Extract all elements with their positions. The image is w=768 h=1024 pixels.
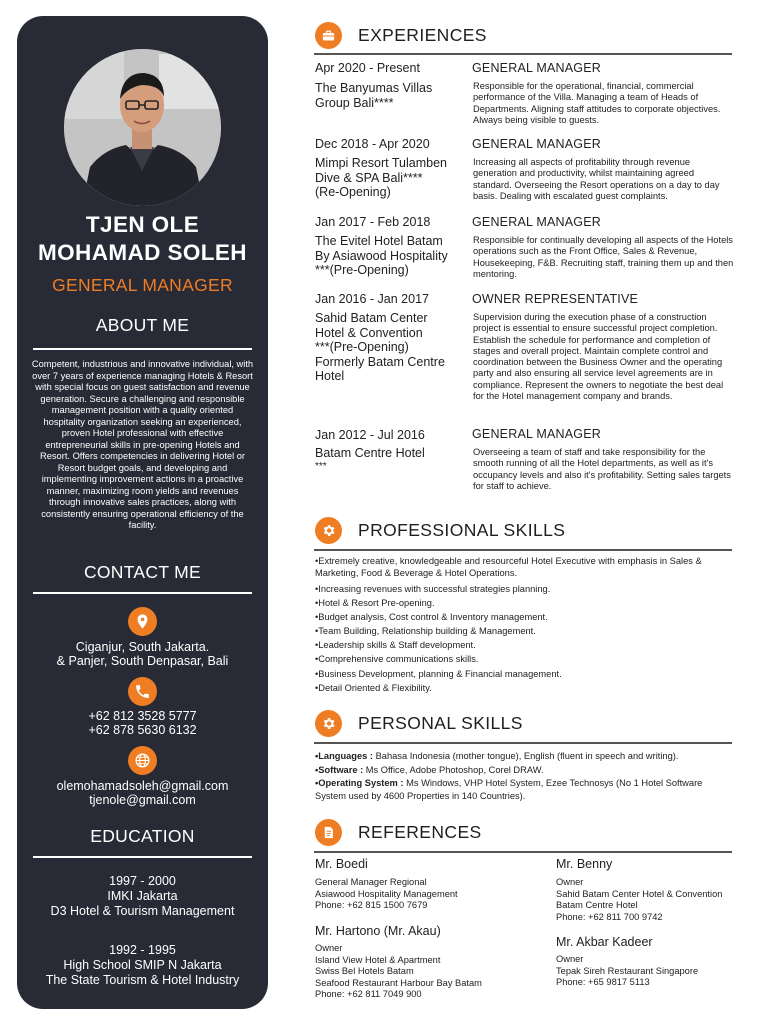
reference-line: Asiawood Hospitality Management xyxy=(315,888,458,899)
briefcase-icon xyxy=(315,22,342,49)
experience-company xyxy=(315,311,465,384)
education-item xyxy=(17,874,268,919)
reference-details xyxy=(315,943,482,1001)
experiences-divider xyxy=(314,53,732,55)
profile-photo xyxy=(64,49,221,206)
experience-role: GENERAL MANAGER xyxy=(472,137,601,151)
address-line-1: Ciganjur, South Jakarta. xyxy=(75,640,210,654)
list-item: •Business Development, planning & Financial management. xyxy=(315,668,562,679)
reference-line: Island View Hotel & Apartment xyxy=(315,954,441,965)
emails xyxy=(17,779,268,807)
professional-skills-heading: PROFESSIONAL SKILLS xyxy=(358,520,566,540)
list-item: •Team Building, Relationship building & Management. xyxy=(315,626,536,637)
reference-name: Mr. Akbar Kadeer xyxy=(556,935,653,949)
company-line: ***(Pre-Opening) xyxy=(315,263,409,277)
company-line: Formerly Batam Centre xyxy=(315,354,445,369)
name-line-2: MOHAMAD SOLEH xyxy=(38,240,247,265)
reference-name: Mr. Hartono (Mr. Akau) xyxy=(315,924,441,938)
email-2[interactable]: tjenole@gmail.com xyxy=(89,793,196,807)
skill-label: •Software : xyxy=(315,765,366,776)
personal-skills-list xyxy=(315,749,735,803)
reference-line: Batam Centre Hotel xyxy=(556,900,638,911)
name-line-1: TJEN OLE xyxy=(85,212,200,237)
list-item: •Hotel & Resort Pre-opening. xyxy=(315,598,435,609)
skill-value: Ms Windows, VHP Hotel System, Ezee Technosys (No 1 Hotel Software System used by 4600 Properties in 140 Countries). xyxy=(315,778,703,802)
experience-date: Jan 2017 - Feb 2018 xyxy=(315,215,431,229)
experience-role: GENERAL MANAGER xyxy=(472,61,601,75)
reference-line: Phone: +62 811 7049 900 xyxy=(315,989,422,1000)
education-item xyxy=(17,943,268,988)
reference-name: Mr. Benny xyxy=(556,857,613,871)
reference-line: Phone: +65 9817 5113 xyxy=(556,977,650,988)
references-heading: REFERENCES xyxy=(358,822,482,842)
reference-details xyxy=(556,877,722,923)
address xyxy=(17,640,268,668)
experience-role: GENERAL MANAGER xyxy=(472,215,601,229)
experience-company xyxy=(315,81,465,110)
reference-line: General Manager Regional xyxy=(315,877,427,887)
reference-line: Owner xyxy=(556,877,584,887)
about-text: Competent, industrious and innovative individual, with over 7 years of experience managing Hotels & Resort with special focus on guest satisfaction and revenue generation. Secure a challenging and responsible management position with a quality oriented hospitality organization seeking an experienced, proven Hotel professional with effective entrepreneurial skills in pre-opening Hotels and Resort. Offers competencies in delivering Hotel or Resort budget goals, and developing and implementing improvement actions in a proactive manner, maximizing room yields and revenues through innovative sales practices, along with consistently ensuring operational efficiency of the facility. xyxy=(31,359,254,530)
reference-line: Phone: +62 815 1500 7679 xyxy=(315,900,428,911)
company-line: Hotel & Convention xyxy=(315,325,423,340)
experience-description: Responsible for the operational, financial, commercial performance of the Villa. Managing a team of Heads of Departments. Aligning staff attitudes to corporate objectives. Always being visible to guests. xyxy=(473,81,721,125)
experience-role: OWNER REPRESENTATIVE xyxy=(472,292,639,306)
location-pin-icon xyxy=(128,607,157,636)
skill-label: •Languages : xyxy=(315,751,376,761)
about-divider xyxy=(33,348,252,350)
reference-line: Swiss Bel Hotels Batam xyxy=(315,966,414,977)
phone-numbers xyxy=(17,709,268,737)
reference-line: Phone: +62 811 700 9742 xyxy=(556,911,663,922)
experience-description: Supervision during the execution phase of a construction project is essential to ensure successful project completion. Establish the schedule for performance and completion of stages and overall project. Maintain complete control and coordination between the Business Owner and the operating party and also ensuring all service level agreements are in compliance. Represent the owners to negotiate the best deal for the Hotel management company and brands. xyxy=(473,312,724,402)
contact-divider xyxy=(33,592,252,594)
reference-line: Seafood Restaurant Harbour Bay Batam xyxy=(315,977,482,988)
company-line: *** xyxy=(315,460,327,472)
gear-icon xyxy=(315,710,342,737)
experience-date: Dec 2018 - Apr 2020 xyxy=(315,137,430,151)
education-school: IMKI Jakarta xyxy=(107,889,178,903)
company-line: Sahid Batam Center xyxy=(315,311,428,325)
list-item xyxy=(315,749,735,763)
company-line: By Asiawood Hospitality xyxy=(315,248,448,263)
personal-skills-heading: PERSONAL SKILLS xyxy=(358,713,523,733)
address-line-2: & Panjer, South Denpasar, Bali xyxy=(56,654,229,668)
reference-line: Owner xyxy=(556,954,584,964)
experience-description: Overseeing a team of staff and take responsibility for the smooth running of all the Hotel departments, as well as it's occupancy levels and also it's profitability. Setting sales targets for staff to achieve. xyxy=(473,447,731,491)
reference-details xyxy=(556,954,698,989)
experience-date: Jan 2016 - Jan 2017 xyxy=(315,292,429,306)
experience-company xyxy=(315,234,465,278)
reference-line: Tepak Sireh Restaurant Singapore xyxy=(556,965,699,976)
list-item xyxy=(315,777,735,803)
professional-skills-divider xyxy=(314,549,732,551)
phone-icon xyxy=(128,677,157,706)
references-divider xyxy=(314,851,732,853)
experience-description: Increasing all aspects of profitability through revenue generation and productivity, whilst maintaining agreed standard. Overseeing the Resort operations on a day to day basis. Dealing with escalated guest complaints. xyxy=(473,157,720,201)
experience-date: Jan 2012 - Jul 2016 xyxy=(315,428,425,442)
education-program: The State Tourism & Hotel Industry xyxy=(45,973,240,987)
list-item: •Extremely creative, knowledgeable and resourceful Hotel Executive with emphasis in Sales & Marketing, Food & Beverage & Hotel Operations. xyxy=(315,556,702,578)
education-divider xyxy=(33,856,252,858)
email-1[interactable]: olemohamadsoleh@gmail.com xyxy=(56,779,229,793)
reference-line: Owner xyxy=(315,943,343,953)
skill-label: •Operating System : xyxy=(315,778,407,789)
education-school: High School SMIP N Jakarta xyxy=(63,958,222,972)
profile-photo-image xyxy=(64,49,221,206)
about-heading: ABOUT ME xyxy=(95,315,190,335)
list-item: •Increasing revenues with successful strategies planning. xyxy=(315,584,551,594)
education-heading: EDUCATION xyxy=(90,826,195,846)
list-item xyxy=(315,763,735,777)
company-line: The Evitel Hotel Batam xyxy=(315,234,443,248)
company-line: Batam Centre Hotel xyxy=(315,446,425,460)
gear-icon xyxy=(315,517,342,544)
company-line: (Re-Opening) xyxy=(315,185,391,199)
experience-description: Responsible for continually developing all aspects of the Hotels operations such as the Front Office, Sales & Revenue, Housekeeping, F&B. Recruiting staff, training them up and then mentoring. xyxy=(473,235,734,279)
full-name xyxy=(17,211,268,267)
reference-name: Mr. Boedi xyxy=(315,857,368,871)
experience-company xyxy=(315,446,465,472)
education-program: D3 Hotel & Tourism Management xyxy=(50,904,235,918)
reference-line: Sahid Batam Center Hotel & Convention xyxy=(556,888,723,899)
sidebar xyxy=(17,16,268,1009)
job-title: GENERAL MANAGER xyxy=(52,275,233,295)
list-item: •Comprehensive communications skills. xyxy=(315,654,479,665)
globe-icon xyxy=(128,746,157,775)
contact-heading: CONTACT ME xyxy=(83,562,202,582)
personal-skills-divider xyxy=(314,742,732,744)
experience-date: Apr 2020 - Present xyxy=(315,61,420,75)
document-icon xyxy=(315,819,342,846)
skill-value: Ms Office, Adobe Photoshop, Corel DRAW. xyxy=(365,765,544,776)
skill-value: Bahasa Indonesia (mother tongue), English (fluent in speech and writing). xyxy=(375,751,679,761)
experience-company xyxy=(315,156,465,200)
list-item: •Detail Oriented & Flexibility. xyxy=(315,682,432,693)
list-item: •Leadership skills & Staff development. xyxy=(315,640,476,651)
company-line: Group Bali**** xyxy=(315,95,394,110)
experiences-heading: EXPERIENCES xyxy=(358,25,487,45)
reference-details xyxy=(315,877,458,912)
phone-1[interactable]: +62 812 3528 5777 xyxy=(88,709,197,723)
professional-skills-list xyxy=(315,556,735,695)
company-line: ***(Pre-Opening) xyxy=(315,340,409,354)
experience-role: GENERAL MANAGER xyxy=(472,427,601,441)
list-item: •Budget analysis, Cost control & Inventory management. xyxy=(315,612,548,623)
company-line: The Banyumas Villas xyxy=(315,81,433,95)
company-line: Dive & SPA Bali**** xyxy=(315,170,423,185)
company-line: Mimpi Resort Tulamben xyxy=(315,156,447,170)
company-line: Hotel xyxy=(315,369,345,383)
education-years: 1997 - 2000 xyxy=(109,874,176,888)
education-years: 1992 - 1995 xyxy=(109,943,176,957)
phone-2[interactable]: +62 878 5630 6132 xyxy=(88,723,197,737)
